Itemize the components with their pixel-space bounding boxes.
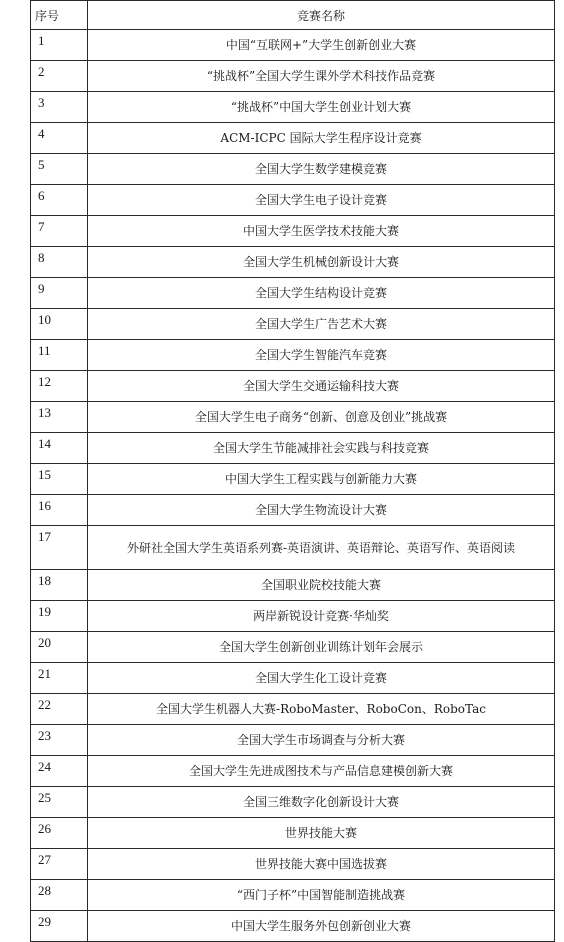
row-number-cell: 19 [31,601,88,632]
row-number-cell: 23 [31,725,88,756]
competition-name-cell: 世界技能大赛 [88,818,555,849]
row-number-cell: 27 [31,849,88,880]
table-row [31,185,555,216]
table-row [31,570,555,601]
table-row [31,216,555,247]
table-row [31,278,555,309]
column-header-number: 序号 [31,1,88,30]
row-number-cell: 29 [31,911,88,942]
competition-name-cell: 两岸新锐设计竞赛·华灿奖 [88,601,555,632]
table-row [31,154,555,185]
table-row [31,694,555,725]
row-number-cell: 1 [31,30,88,61]
row-number-cell: 17 [31,526,88,570]
row-number-cell: 3 [31,92,88,123]
competition-name-cell: 全国大学生电子商务“创新、创意及创业”挑战赛 [88,402,555,433]
competition-name-cell: 全国大学生创新创业训练计划年会展示 [88,632,555,663]
table-row [31,818,555,849]
competition-table-container [30,0,554,942]
competition-table [30,0,555,942]
row-number-cell: 21 [31,663,88,694]
table-row [31,464,555,495]
table-row [31,247,555,278]
row-number-cell: 9 [31,278,88,309]
table-row [31,601,555,632]
table-row [31,402,555,433]
competition-name-cell: 中国“互联网+”大学生创新创业大赛 [88,30,555,61]
competition-name-cell: 全国大学生结构设计竞赛 [88,278,555,309]
table-row [31,495,555,526]
row-number-cell: 20 [31,632,88,663]
table-row [31,526,555,570]
table-row [31,911,555,942]
competition-name-cell: “挑战杯”全国大学生课外学术科技作品竞赛 [88,61,555,92]
table-row [31,123,555,154]
table-row [31,340,555,371]
column-header-name: 竞赛名称 [88,1,555,30]
table-row [31,61,555,92]
row-number-cell: 6 [31,185,88,216]
table-row [31,725,555,756]
table-row [31,30,555,61]
competition-name-cell: 全国大学生机器人大赛-RoboMaster、RoboCon、RoboTac [88,694,555,725]
row-number-cell: 28 [31,880,88,911]
table-row [31,880,555,911]
row-number-cell: 13 [31,402,88,433]
table-header [31,1,555,30]
table-row [31,632,555,663]
row-number-cell: 26 [31,818,88,849]
row-number-cell: 10 [31,309,88,340]
table-row [31,433,555,464]
row-number-cell: 8 [31,247,88,278]
table-row [31,371,555,402]
table-row [31,663,555,694]
row-number-cell: 24 [31,756,88,787]
row-number-cell: 16 [31,495,88,526]
table-row [31,309,555,340]
table-row [31,787,555,818]
header-row [31,1,555,30]
table-row [31,756,555,787]
table-row [31,849,555,880]
competition-name-cell: 全国大学生化工设计竞赛 [88,663,555,694]
competition-name-cell: 全国职业院校技能大赛 [88,570,555,601]
row-number-cell: 11 [31,340,88,371]
competition-name-cell: “挑战杯”中国大学生创业计划大赛 [88,92,555,123]
competition-name-cell: 中国大学生工程实践与创新能力大赛 [88,464,555,495]
competition-name-cell: 全国大学生数学建模竞赛 [88,154,555,185]
competition-name-cell: 中国大学生医学技术技能大赛 [88,216,555,247]
competition-name-cell: 全国大学生广告艺术大赛 [88,309,555,340]
table-row [31,92,555,123]
competition-name-cell: 全国大学生交通运输科技大赛 [88,371,555,402]
row-number-cell: 15 [31,464,88,495]
competition-name-cell: ACM-ICPC 国际大学生程序设计竞赛 [88,123,555,154]
competition-name-cell: 全国大学生电子设计竞赛 [88,185,555,216]
row-number-cell: 25 [31,787,88,818]
competition-name-cell: “西门子杯”中国智能制造挑战赛 [88,880,555,911]
competition-name-cell: 全国大学生机械创新设计大赛 [88,247,555,278]
competition-name-cell: 全国大学生先进成图技术与产品信息建模创新大赛 [88,756,555,787]
row-number-cell: 5 [31,154,88,185]
row-number-cell: 7 [31,216,88,247]
competition-name-cell: 全国三维数字化创新设计大赛 [88,787,555,818]
row-number-cell: 22 [31,694,88,725]
row-number-cell: 2 [31,61,88,92]
competition-name-cell: 世界技能大赛中国选拔赛 [88,849,555,880]
competition-name-cell: 全国大学生物流设计大赛 [88,495,555,526]
row-number-cell: 14 [31,433,88,464]
row-number-cell: 4 [31,123,88,154]
row-number-cell: 18 [31,570,88,601]
competition-name-cell: 全国大学生智能汽车竞赛 [88,340,555,371]
competition-name-cell: 全国大学生市场调查与分析大赛 [88,725,555,756]
competition-name-cell: 中国大学生服务外包创新创业大赛 [88,911,555,942]
row-number-cell: 12 [31,371,88,402]
table-body [31,30,555,942]
competition-name-cell: 外研社全国大学生英语系列赛-英语演讲、英语辩论、英语写作、英语阅读 [88,526,555,570]
competition-name-cell: 全国大学生节能减排社会实践与科技竞赛 [88,433,555,464]
